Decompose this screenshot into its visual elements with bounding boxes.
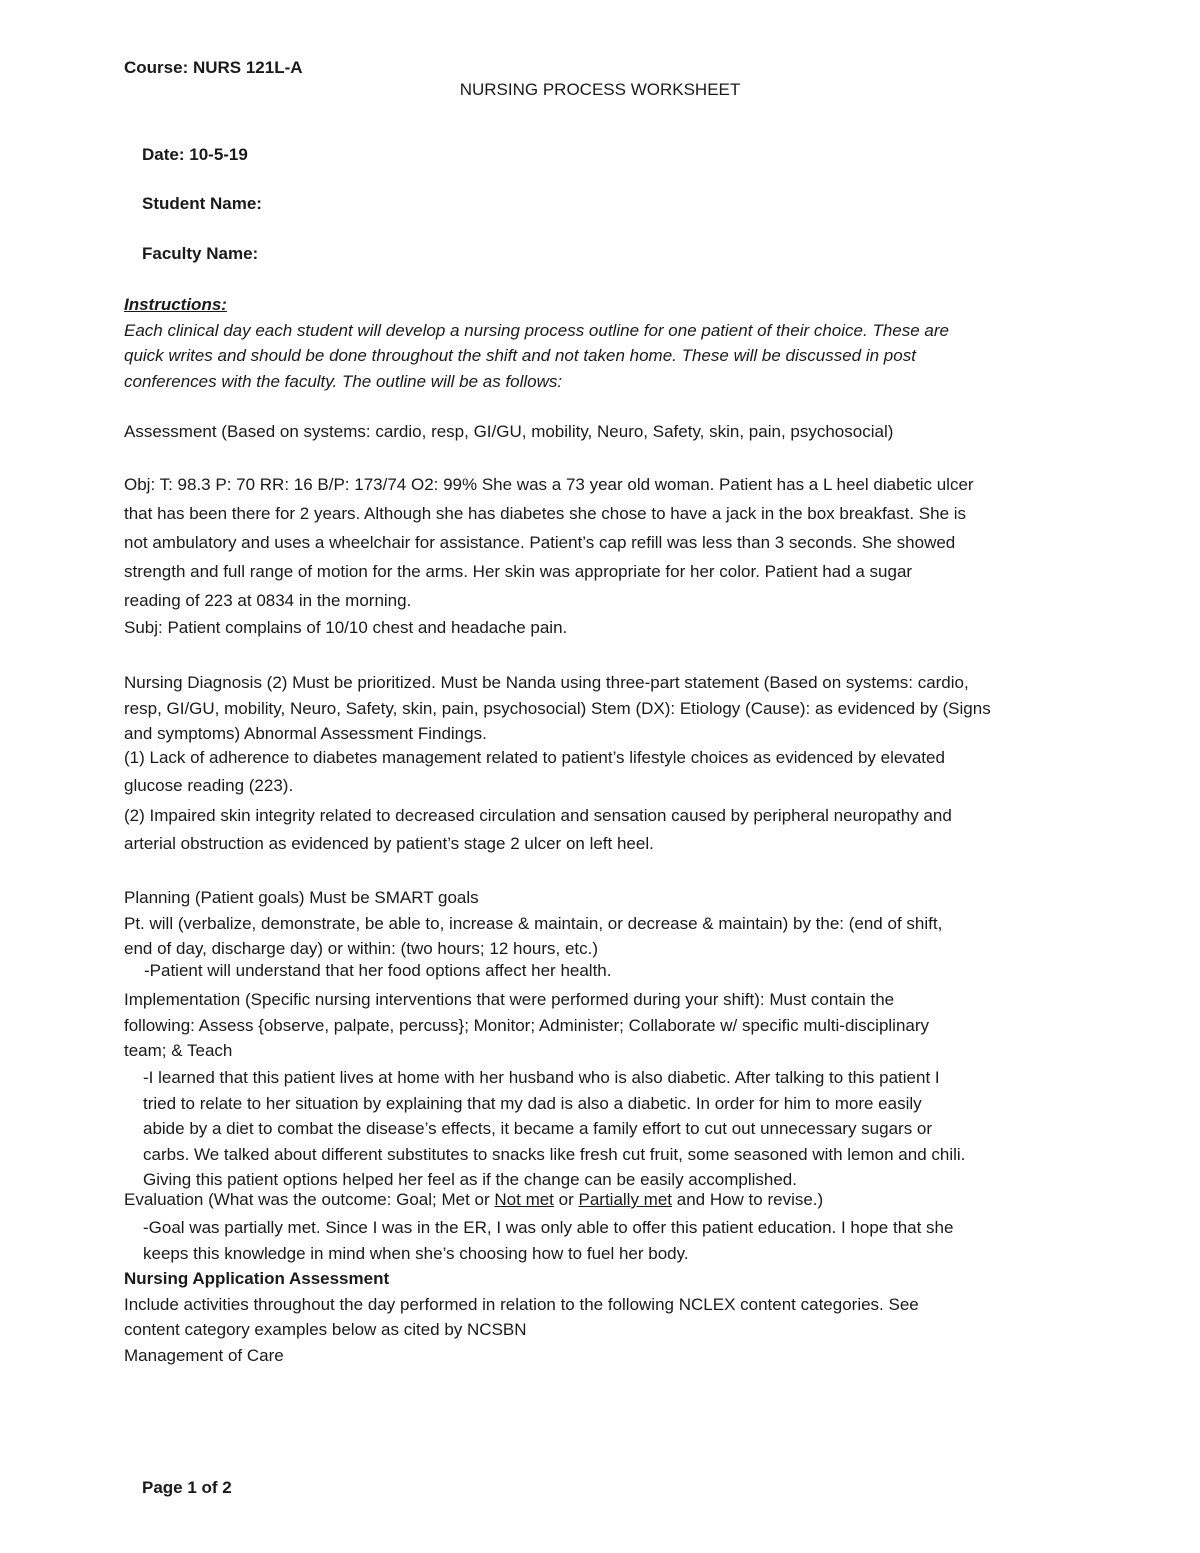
planning-line: Pt. will (verbalize, demonstrate, be able to, increase & maintain, or decrease & maintain) by the: (end of shift, xyxy=(124,913,943,933)
planning-section xyxy=(124,885,1074,962)
evaluation-heading-line xyxy=(124,1190,1074,1210)
assessment-heading: Assessment (Based on systems: cardio, resp, GI/GU, mobility, Neuro, Safety, skin, pain, psychosocial) xyxy=(124,422,894,441)
implementation-line: team; & Teach xyxy=(124,1041,233,1060)
evaluation-partially-met: Partially met xyxy=(578,1190,673,1209)
planning-line: Planning (Patient goals) Must be SMART goals xyxy=(124,888,479,907)
planning-line: end of day, discharge day) or within: (two hours; 12 hours, etc.) xyxy=(124,939,599,958)
faculty-name-label: Faculty Name: xyxy=(142,244,259,263)
nursing-application-line: Management of Care xyxy=(124,1345,284,1365)
implementation-section xyxy=(124,987,1074,1064)
diagnosis-1 xyxy=(124,744,1074,800)
evaluation-heading xyxy=(124,1190,1074,1210)
nursing-application-section xyxy=(124,1266,1074,1368)
implementation-line: following: Assess {observe, palpate, percuss}; Monitor; Administer; Collaborate w/ specific multi-disciplinary xyxy=(124,1015,930,1035)
implementation-response-line: -I learned that this patient lives at home with her husband who is also diabetic. After talking to this patient I xyxy=(143,1068,940,1087)
implementation-line: Implementation (Specific nursing interventions that were performed during your shift): Must contain the xyxy=(124,990,895,1009)
page-number: Page 1 of 2 xyxy=(142,1478,232,1497)
evaluation-not-met: Not met xyxy=(494,1190,554,1209)
objective-line: Obj: T: 98.3 P: 70 RR: 16 B/P: 173/74 O2: 99% She was a 73 year old woman. Patient has a L heel diabetic ulcer xyxy=(124,475,974,494)
diagnosis-2 xyxy=(124,802,1074,858)
evaluation-or: or xyxy=(553,1190,579,1209)
instructions-line: quick writes and should be done throughout the shift and not taken home. These will be discussed in post xyxy=(124,346,916,365)
subjective-line: Subj: Patient complains of 10/10 chest and headache pain. xyxy=(124,618,568,637)
implementation-response-line: carbs. We talked about different substitutes to snacks like fresh cut fruit, some seasoned with lemon and chili. xyxy=(143,1144,966,1164)
instructions-heading: Instructions: xyxy=(124,295,227,314)
objective-line: that has been there for 2 years. Although she has diabetes she chose to have a jack in the box breakfast. She is xyxy=(124,504,967,523)
date-value: 10-5-19 xyxy=(189,145,248,164)
instructions-section xyxy=(124,292,1074,394)
diagnosis-1-line: (1) Lack of adherence to diabetes management related to patient’s lifestyle choices as evidenced by elevated xyxy=(124,748,945,767)
objective-data xyxy=(124,470,1074,615)
objective-line: reading of 223 at 0834 in the morning. xyxy=(124,591,412,610)
objective-line: not ambulatory and uses a wheelchair for assistance. Patient’s cap refill was less than 3 seconds. She showed xyxy=(124,533,956,552)
nursing-application-heading: Nursing Application Assessment xyxy=(124,1269,390,1288)
diagnosis-heading-line: and symptoms) Abnormal Assessment Findings. xyxy=(124,724,487,743)
instructions-line: Each clinical day each student will develop a nursing process outline for one patient of their choice. These are xyxy=(124,320,949,340)
diagnosis-1-line: glucose reading (223). xyxy=(124,776,294,795)
objective-line: strength and full range of motion for the arms. Her skin was appropriate for her color. Patient had a sugar xyxy=(124,562,913,581)
course-label: Course: NURS 121L-A xyxy=(124,58,303,77)
subjective-data xyxy=(124,615,1074,641)
instructions-line: conferences with the faculty. The outline will be as follows: xyxy=(124,371,563,391)
evaluation-response xyxy=(143,1215,1093,1266)
page-title: NURSING PROCESS WORKSHEET xyxy=(459,80,741,99)
diagnosis-2-line: arterial obstruction as evidenced by patient’s stage 2 ulcer on left heel. xyxy=(124,834,654,853)
evaluation-prefix: Evaluation (What was the outcome: Goal; Met or xyxy=(124,1190,495,1209)
date-row xyxy=(142,145,248,165)
evaluation-response-line: keeps this knowledge in mind when she’s choosing how to fuel her body. xyxy=(143,1243,689,1263)
implementation-response-line: abide by a diet to combat the disease’s effects, it became a family effort to cut out unnecessary sugars or xyxy=(143,1119,933,1138)
diagnosis-heading-block xyxy=(124,670,1074,747)
implementation-response-line: tried to relate to her situation by explaining that my dad is also a diabetic. In order for him to more easily xyxy=(143,1093,922,1113)
implementation-response-line: Giving this patient options helped her feel as if the change can be easily accomplished. xyxy=(143,1170,797,1189)
evaluation-suffix: and How to revise.) xyxy=(672,1190,824,1209)
diagnosis-2-line: (2) Impaired skin integrity related to decreased circulation and sensation caused by peripheral neuropathy and xyxy=(124,806,952,825)
nursing-application-line: Include activities throughout the day performed in relation to the following NCLEX content categories. See xyxy=(124,1294,919,1314)
student-name-label: Student Name: xyxy=(142,194,262,213)
implementation-response xyxy=(143,1065,1093,1193)
planning-goal xyxy=(144,961,1094,981)
nursing-application-line: content category examples below as cited by NCSBN xyxy=(124,1320,527,1339)
assessment-heading-block xyxy=(124,419,1074,445)
diagnosis-heading-line: Nursing Diagnosis (2) Must be prioritized. Must be Nanda using three-part statement (Based on systems: cardio, xyxy=(124,673,969,692)
diagnosis-heading-line: resp, GI/GU, mobility, Neuro, Safety, skin, pain, psychosocial) Stem (DX): Etiology (Cause): as evidenced by (Signs xyxy=(124,698,991,718)
evaluation-response-line: -Goal was partially met. Since I was in the ER, I was only able to offer this patient education. I hope that she xyxy=(143,1218,954,1237)
planning-goal-text: -Patient will understand that her food options affect her health. xyxy=(144,961,612,980)
date-label: Date: xyxy=(142,145,185,164)
